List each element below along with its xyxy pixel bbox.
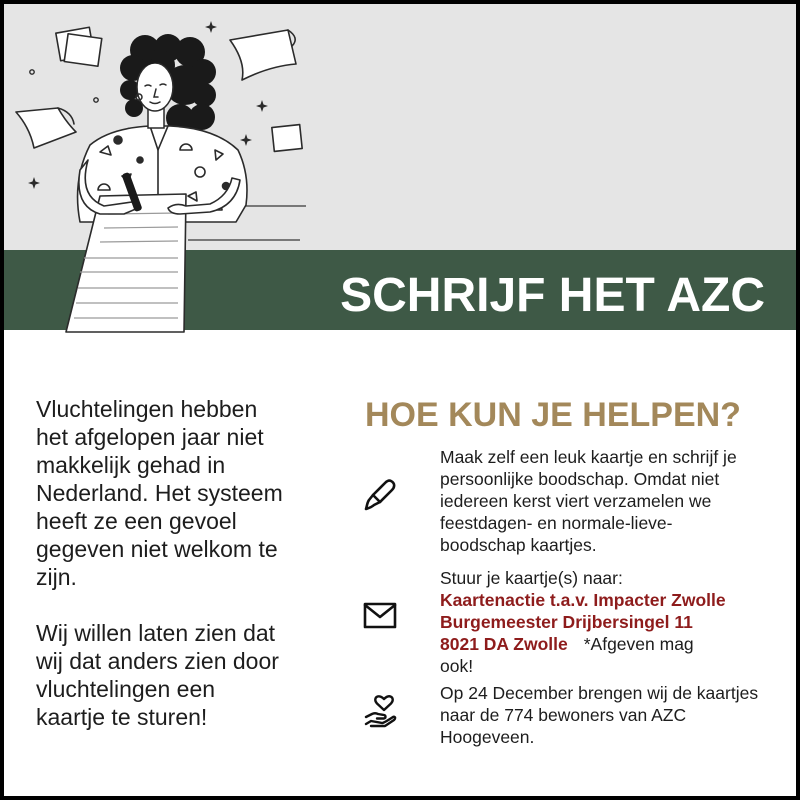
intro-line: gegeven niet welkom te bbox=[36, 536, 278, 562]
step-line: iedereen kerst viert verzamelen we bbox=[440, 491, 712, 511]
address-line: 8021 DA Zwolle bbox=[440, 634, 568, 654]
drop-off-note: ook! bbox=[440, 656, 474, 676]
help-heading: HOE KUN JE HELPEN? bbox=[365, 396, 741, 434]
intro-line: vluchtelingen een bbox=[36, 676, 216, 702]
intro-line: makkelijk gehad in bbox=[36, 452, 226, 478]
intro-line: heeft ze een gevoel bbox=[36, 508, 237, 534]
intro-line: Wij willen laten zien dat bbox=[36, 620, 276, 646]
intro-line: Vluchtelingen hebben bbox=[36, 396, 258, 422]
address-line: Kaartenactie t.a.v. Impacter Zwolle bbox=[440, 590, 726, 610]
intro-line: wij dat anders zien door bbox=[36, 648, 279, 674]
intro-line: zijn. bbox=[36, 564, 77, 590]
intro-line: Nederland. Het systeem bbox=[36, 480, 283, 506]
step-line: Op 24 December brengen wij de kaartjes bbox=[440, 683, 759, 703]
step-line: Maak zelf een leuk kaartje en schrijf je bbox=[440, 447, 737, 467]
step-line: Hoogeveen. bbox=[440, 727, 535, 747]
step-line: feestdagen- en normale-lieve- bbox=[440, 513, 673, 533]
address-line: Burgemeester Drijbersingel 11 bbox=[440, 612, 693, 632]
intro-line: kaartje te sturen! bbox=[36, 704, 208, 730]
step-line: persoonlijke boodschap. Omdat niet bbox=[440, 469, 720, 489]
step-line: boodschap kaartjes. bbox=[440, 535, 597, 555]
step-line: naar de 774 bewoners van AZC bbox=[440, 705, 687, 725]
page-title: SCHRIJF HET AZC bbox=[340, 269, 765, 322]
intro-line: het afgelopen jaar niet bbox=[36, 424, 264, 450]
drop-off-note: *Afgeven mag bbox=[583, 634, 694, 654]
step-line: Stuur je kaartje(s) naar: bbox=[440, 568, 623, 588]
